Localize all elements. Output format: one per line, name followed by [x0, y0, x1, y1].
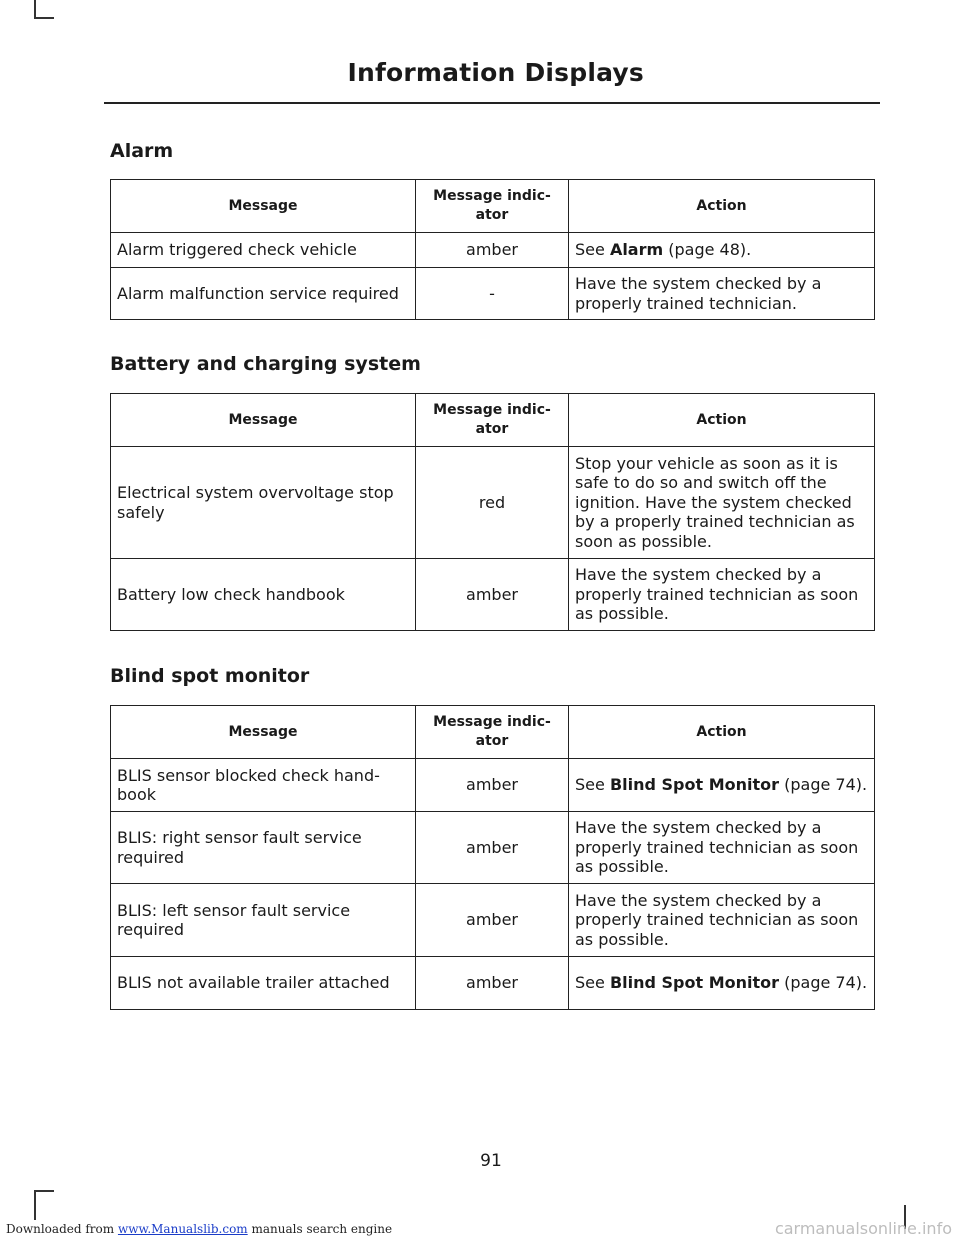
indicator-cell: amber: [416, 957, 569, 1010]
page-number: 91: [480, 1151, 502, 1171]
crop-mark-top-left-h: [34, 17, 54, 19]
manualslib-link[interactable]: www.Manualslib.com: [117, 1222, 248, 1236]
crop-mark-top-left-v: [34, 0, 36, 18]
column-header-message: Message: [111, 394, 416, 447]
table-header-row: [111, 706, 875, 759]
column-header-message: Message: [111, 706, 416, 759]
message-cell: BLIS sensor blocked check hand-book: [111, 759, 416, 812]
column-header-indicator: Message indic-ator: [416, 394, 569, 447]
column-header-action: Action: [569, 394, 875, 447]
action-page-ref: (page 48).: [663, 240, 752, 260]
section-title-battery: Battery and charging system: [110, 353, 421, 375]
message-cell: Alarm malfunction service required: [111, 268, 416, 320]
section-title-alarm: Alarm: [110, 140, 174, 162]
action-text: See: [575, 775, 610, 795]
column-header-action: Action: [569, 706, 875, 759]
table-row: [111, 812, 875, 884]
indicator-cell: amber: [416, 233, 569, 268]
download-footer: [6, 1222, 392, 1236]
indicator-cell: amber: [416, 759, 569, 812]
action-text: See: [575, 973, 610, 993]
alarm-table: [110, 179, 875, 320]
indicator-cell: -: [416, 268, 569, 320]
action-reference: Blind Spot Monitor: [609, 973, 780, 993]
table-header-row: [111, 394, 875, 447]
footer-prefix: Downloaded from: [6, 1222, 118, 1236]
column-header-indicator: Message indic-ator: [416, 706, 569, 759]
column-header-indicator: Message indic-ator: [416, 180, 569, 233]
action-cell: Have the system checked by a properly trained technician.: [569, 268, 875, 320]
footer-suffix: manuals search engine: [247, 1222, 393, 1236]
battery-table: [110, 393, 875, 631]
message-cell: Battery low check handbook: [111, 559, 416, 631]
watermark: carmanualsonline.info: [774, 1219, 952, 1238]
action-text: See: [575, 240, 610, 260]
action-reference: Alarm: [609, 240, 664, 260]
message-cell: BLIS: right sensor fault service required: [111, 812, 416, 884]
page-title: Information Displays: [347, 58, 644, 87]
table-row: [111, 759, 875, 812]
indicator-cell: amber: [416, 884, 569, 957]
action-cell: [569, 957, 875, 1010]
action-cell: [569, 233, 875, 268]
action-page-ref: (page 74).: [779, 775, 868, 795]
message-cell: BLIS: left sensor fault service required: [111, 884, 416, 957]
crop-mark-bottom-left-v: [34, 1190, 36, 1220]
indicator-cell: amber: [416, 812, 569, 884]
indicator-cell: red: [416, 447, 569, 559]
action-cell: Have the system checked by a properly trained technician as soon as possible.: [569, 812, 875, 884]
table-row: [111, 268, 875, 320]
message-cell: BLIS not available trailer attached: [111, 957, 416, 1010]
table-row: [111, 233, 875, 268]
table-row: [111, 559, 875, 631]
action-cell: [569, 759, 875, 812]
action-cell: Stop your vehicle as soon as it is safe to do so and switch off the ignition. Have the system checked by a properly trained technician as soon as possible.: [569, 447, 875, 559]
table-row: [111, 447, 875, 559]
action-cell: Have the system checked by a properly trained technician as soon as possible.: [569, 884, 875, 957]
action-cell: Have the system checked by a properly trained technician as soon as possible.: [569, 559, 875, 631]
table-header-row: [111, 180, 875, 233]
table-row: [111, 884, 875, 957]
column-header-message: Message: [111, 180, 416, 233]
message-cell: Alarm triggered check vehicle: [111, 233, 416, 268]
table-row: [111, 957, 875, 1010]
crop-mark-bottom-left-h: [34, 1190, 54, 1192]
action-reference: Blind Spot Monitor: [609, 775, 780, 795]
indicator-cell: amber: [416, 559, 569, 631]
message-cell: Electrical system overvoltage stop safely: [111, 447, 416, 559]
blind-spot-table: [110, 705, 875, 1010]
column-header-action: Action: [569, 180, 875, 233]
section-title-blind-spot: Blind spot monitor: [110, 665, 310, 687]
action-page-ref: (page 74).: [779, 973, 868, 993]
page-header: [104, 58, 880, 104]
